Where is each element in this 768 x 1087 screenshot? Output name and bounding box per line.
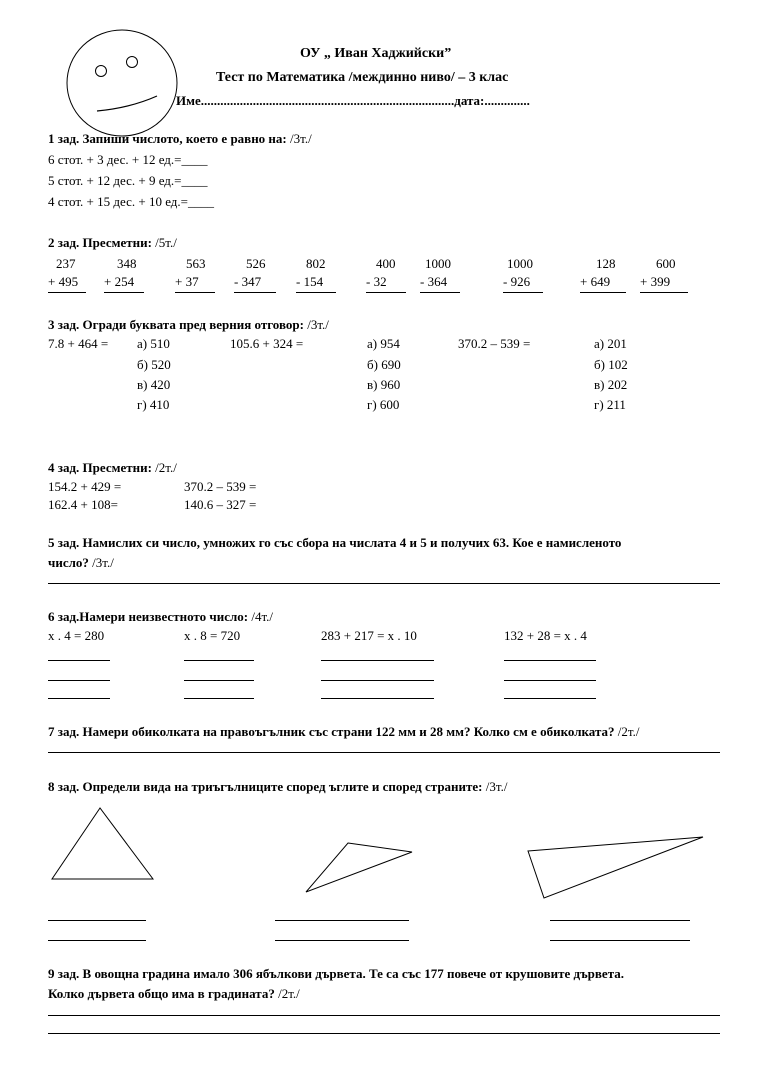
equation-1: x . 4 = 280	[48, 628, 105, 643]
answer-line[interactable]	[550, 940, 690, 941]
answer-line[interactable]	[48, 698, 110, 699]
task3-expr-2: 105.6 + 324 =	[230, 336, 304, 351]
answer-line[interactable]	[48, 920, 146, 921]
task6-title: 6 зад.Намери неизвестното число:	[48, 609, 249, 624]
answer-line[interactable]	[48, 1015, 720, 1016]
problem9-top: 128	[596, 256, 616, 271]
task9-title2: Колко дървета общо има в градината?	[48, 986, 275, 1001]
option-d[interactable]: г) 211	[594, 397, 626, 412]
task4-item-2: 370.2 – 539 =	[184, 479, 257, 494]
equation-2: x . 8 = 720	[184, 628, 241, 643]
equation-4: 132 + 28 = x . 4	[504, 628, 587, 643]
task2-points: /5т./	[151, 235, 177, 250]
option-d[interactable]: г) 600	[367, 397, 400, 412]
smiley-face-icon	[67, 30, 177, 136]
task1-title: 1 зад. Запиши числото, което е равно на:	[48, 131, 287, 146]
answer-line[interactable]	[321, 698, 434, 699]
task4-points: /2т./	[151, 460, 177, 475]
answer-line[interactable]	[504, 698, 596, 699]
answer-line[interactable]	[275, 940, 409, 941]
problem5-bottom: - 154	[296, 274, 324, 289]
problem5-top: 802	[306, 256, 326, 271]
option-c[interactable]: в) 420	[137, 377, 171, 392]
option-b[interactable]: б) 690	[367, 357, 401, 372]
task7-heading	[48, 724, 639, 739]
task8-title: 8 зад. Определи вида на триъгълниците според ъглите и според страните:	[48, 779, 483, 794]
option-c[interactable]: в) 202	[594, 377, 628, 392]
task3-title: 3 зад. Огради буквата пред верния отговор:	[48, 317, 304, 332]
task5-title: 5 зад. Намислих си число, умножих го със сбора на числата 4 и 5 и получих 63. Кое е намисленото	[48, 535, 622, 550]
answer-line[interactable]	[321, 680, 434, 681]
task4-item-3: 162.4 + 108=	[48, 497, 118, 512]
problem1-bottom: + 495	[48, 274, 79, 289]
task8-heading	[48, 779, 507, 794]
answer-line[interactable]	[48, 940, 146, 941]
option-a[interactable]: а) 510	[137, 336, 170, 351]
answer-line[interactable]	[184, 660, 254, 661]
answer-line[interactable]	[321, 660, 434, 661]
problem3-bottom: + 37	[175, 274, 199, 289]
task3-expr-1: 7.8 + 464 =	[48, 336, 109, 351]
task1-heading	[48, 131, 312, 146]
school-name: ОУ „ Иван Хаджийски”	[300, 46, 452, 61]
task8-points: /3т./	[482, 779, 508, 794]
task1-line-1: 6 стот. + 3 дес. + 12 ед.=____	[48, 152, 208, 167]
problem8-bottom: - 926	[503, 274, 531, 289]
answer-line[interactable]	[48, 680, 110, 681]
task6-heading	[48, 609, 273, 624]
task4-item-1: 154.2 + 429 =	[48, 479, 122, 494]
task4-title: 4 зад. Пресметни:	[48, 460, 152, 475]
answer-line[interactable]	[48, 583, 720, 584]
option-d[interactable]: г) 410	[137, 397, 170, 412]
problem3-top: 563	[186, 256, 206, 271]
answer-line[interactable]	[184, 698, 254, 699]
problem10-top: 600	[656, 256, 676, 271]
answer-line[interactable]	[48, 660, 110, 661]
option-b[interactable]: б) 102	[594, 357, 628, 372]
problem6-top: 400	[376, 256, 396, 271]
task7-points: /2т./	[614, 724, 640, 739]
option-a[interactable]: а) 201	[594, 336, 627, 351]
problem1-top: 237	[56, 256, 76, 271]
problem7-bottom: - 364	[420, 274, 448, 289]
task3-expr-3: 370.2 – 539 =	[458, 336, 531, 351]
option-a[interactable]: а) 954	[367, 336, 400, 351]
problem4-top: 526	[246, 256, 266, 271]
problem8-top: 1000	[507, 256, 533, 271]
problem7-top: 1000	[425, 256, 451, 271]
task3-points: /3т./	[303, 317, 329, 332]
answer-line[interactable]	[504, 680, 596, 681]
task1-line-3: 4 стот. + 15 дес. + 10 ед.=____	[48, 194, 214, 209]
problem4-bottom: - 347	[234, 274, 262, 289]
obtuse-triangle	[306, 843, 412, 892]
task7-title: 7 зад. Намери обиколката на правоъгълник със страни 122 мм и 28 мм? Колко см е обиколката?	[48, 724, 615, 739]
task9-points: /2т./	[274, 986, 300, 1001]
task9-title: 9 зад. В овощна градина имало 306 ябълкови дървета. Те са със 177 повече от крушовите дървета.	[48, 966, 624, 981]
problem10-bottom: + 399	[640, 274, 671, 289]
equation-3: 283 + 217 = x . 10	[321, 628, 417, 643]
problem2-top: 348	[117, 256, 137, 271]
scalene-triangle	[528, 837, 703, 898]
test-title: Тест по Математика /междинно ниво/ – 3 клас	[216, 70, 509, 85]
task1-points: /3т./	[286, 131, 312, 146]
task3-heading	[48, 317, 329, 332]
task9-heading-2	[48, 986, 300, 1001]
task6-points: /4т./	[248, 609, 274, 624]
equilateral-triangle	[52, 808, 153, 879]
answer-line[interactable]	[275, 920, 409, 921]
task1-line-2: 5 стот. + 12 дес. + 9 ед.=____	[48, 173, 208, 188]
answer-line[interactable]	[48, 752, 720, 753]
problem6-bottom: - 32	[366, 274, 387, 289]
task5-title2: число?	[48, 555, 89, 570]
answer-line[interactable]	[184, 680, 254, 681]
option-b[interactable]: б) 520	[137, 357, 171, 372]
problem9-bottom: + 649	[580, 274, 611, 289]
task4-heading	[48, 460, 177, 475]
task5-heading-2	[48, 555, 114, 570]
answer-line[interactable]	[48, 1033, 720, 1034]
answer-line[interactable]	[504, 660, 596, 661]
name-date-line: Име..............................................................................дата:..............	[176, 93, 530, 108]
task2-title: 2 зад. Пресметни:	[48, 235, 152, 250]
option-c[interactable]: в) 960	[367, 377, 401, 392]
task5-points: /3т./	[88, 555, 114, 570]
answer-line[interactable]	[550, 920, 690, 921]
problem2-bottom: + 254	[104, 274, 135, 289]
task4-item-4: 140.6 – 327 =	[184, 497, 257, 512]
task2-heading	[48, 235, 177, 250]
